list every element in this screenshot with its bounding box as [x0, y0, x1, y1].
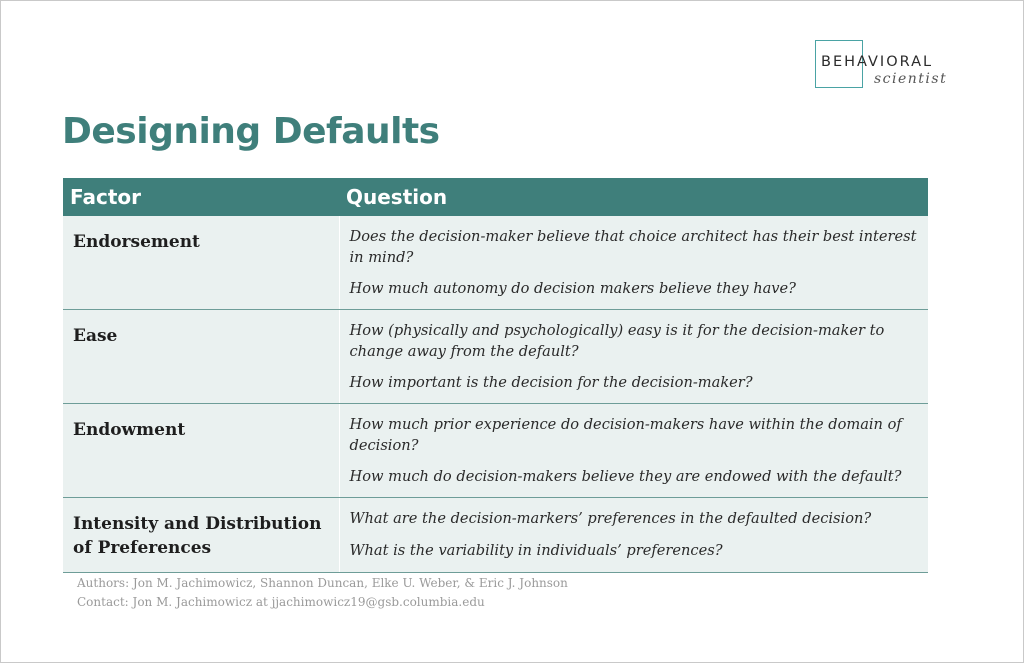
behavioral-scientist-logo: [815, 40, 950, 88]
logo-wordmark-bottom: scientist: [874, 71, 948, 87]
defaults-factor-table: [63, 178, 928, 573]
table-row: [63, 404, 928, 498]
question-text: What is the variability in individuals’ preferences?: [349, 542, 723, 559]
question-cell: [339, 216, 928, 310]
question-cell: [339, 498, 928, 573]
table-row: [63, 498, 928, 573]
question-text: How important is the decision for the decision-maker?: [349, 374, 753, 391]
table-header-row: [63, 178, 928, 216]
question-text: How much autonomy do decision makers believe they have?: [349, 280, 796, 297]
question-text: Does the decision-maker believe that choice architect has their best interest in mind?: [349, 228, 917, 266]
credits: [77, 574, 568, 612]
contact-line: Contact: Jon M. Jachimowicz at jjachimowicz19@gsb.columbia.edu: [77, 595, 485, 609]
logo-wordmark-top: BEHAVIORAL: [821, 54, 934, 70]
question-text: What are the decision-markers’ preferences in the defaulted decision?: [349, 510, 872, 527]
question-cell: [339, 310, 928, 404]
table-row: [63, 216, 928, 310]
table-row: [63, 310, 928, 404]
question-text: How much do decision-makers believe they are endowed with the default?: [349, 468, 902, 485]
factor-cell: Ease: [63, 310, 339, 404]
authors-line: Authors: Jon M. Jachimowicz, Shannon Duncan, Elke U. Weber, & Eric J. Johnson: [77, 576, 568, 590]
question-text: How (physically and psychologically) easy is it for the decision-maker to change away from the default?: [349, 322, 885, 360]
question-text: How much prior experience do decision-makers have within the domain of decision?: [349, 416, 902, 454]
factor-cell: Intensity and Distribution of Preferences: [63, 498, 339, 573]
factor-cell: Endorsement: [63, 216, 339, 310]
question-cell: [339, 404, 928, 498]
page-title: Designing Defaults: [62, 111, 440, 152]
column-header-question: Question: [339, 178, 928, 216]
factor-cell: Endowment: [63, 404, 339, 498]
column-header-factor: Factor: [63, 178, 339, 216]
